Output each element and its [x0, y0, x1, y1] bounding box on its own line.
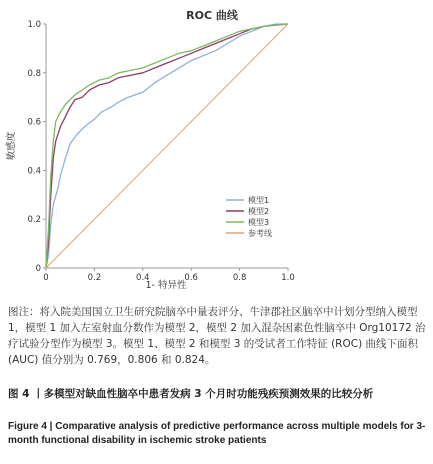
y-tick-label: 0: [35, 264, 41, 274]
y-tick-label: 0.2: [27, 215, 41, 226]
y-tick-label: 0.6: [27, 117, 41, 128]
y-axis-label: 敏感度: [6, 131, 17, 161]
y-tick-labels: [27, 20, 46, 274]
x-tick-label: 0.2: [87, 273, 102, 283]
y-tick-label: 0.4: [27, 166, 41, 177]
legend-label: 模型1: [248, 196, 270, 205]
x-tick-label: 1.0: [281, 273, 295, 283]
figure-note: 图注：将入院美国国立卫生研究院脑卒中量表评分、牛津郡社区脑卒中计划分型纳入模型 1，模型 1 加入左室射血分数作为模型 2，模型 2 加入混杂因素色性脑卒中 Org10172 治疗试验分型作为模型 3。模型 1、模型 2 和模型 3 的受试者工作特征 (ROC) 曲线下面积 (AUC) 值分别为 0.769，0.806 和 0.824。: [8, 306, 426, 366]
legend-label: 模型2: [248, 207, 270, 216]
y-tick-label: 1.0: [27, 20, 41, 30]
x-tick-label: 0.8: [232, 273, 247, 283]
x-axis-label: 1- 特异性: [145, 280, 187, 291]
chart-title: ROC 曲线: [186, 9, 238, 22]
legend-label: 模型3: [248, 218, 270, 227]
x-tick-label: 0: [43, 273, 49, 283]
figure-caption-cn: 图 4 丨多模型对缺血性脑卒中患者发病 3 个月时功能残疾预测效果的比较分析: [8, 388, 374, 400]
x-tick-label: 0.4: [136, 273, 150, 283]
figure-caption-en: Figure 4 | Comparative analysis of predictive performance across multiple models for 3-month functional disability in ischemic stroke patients: [8, 421, 426, 446]
legend: [226, 195, 272, 238]
x-tick-label: 0.6: [184, 273, 198, 283]
y-tick-label: 0.8: [27, 68, 41, 79]
legend-label: 参考线: [248, 229, 272, 238]
